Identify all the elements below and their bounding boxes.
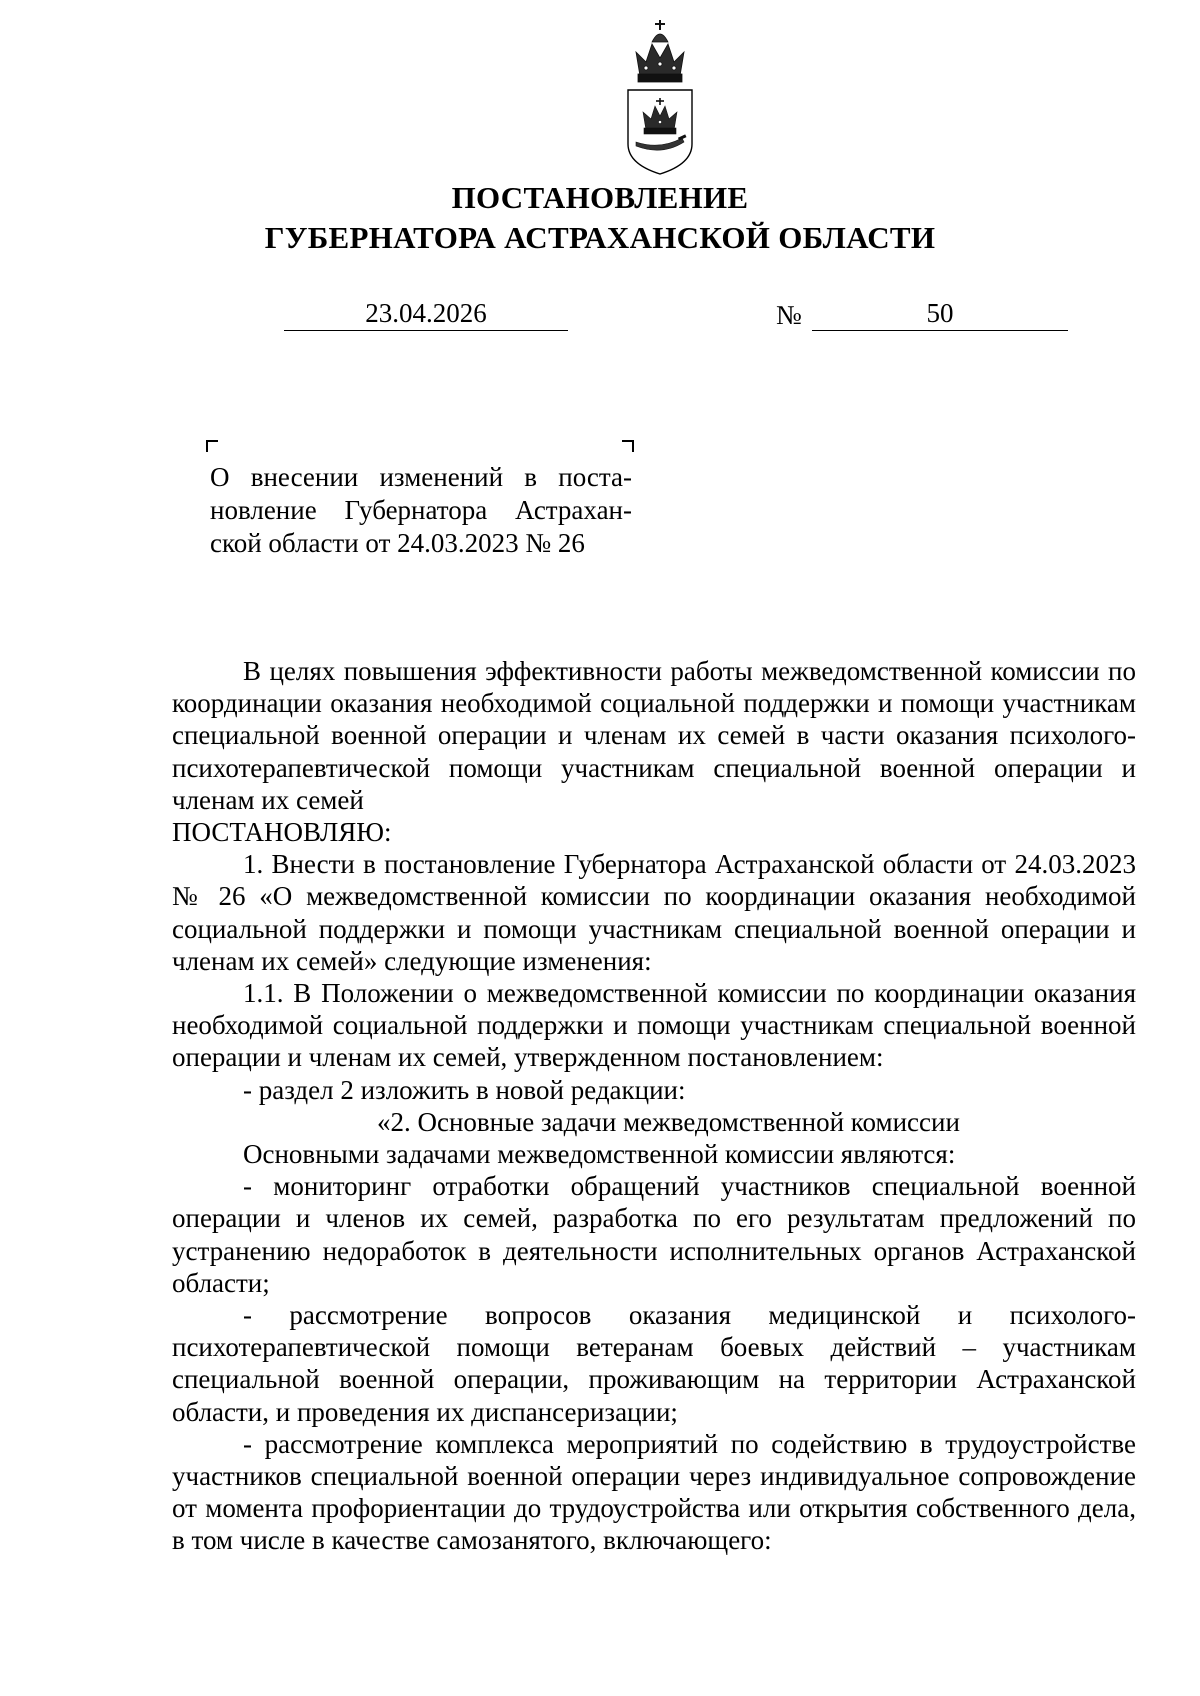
subject-line: новление Губернатора Астрахан- bbox=[210, 495, 632, 525]
tasks-intro-paragraph: Основными задачами межведомственной комиссии являются: bbox=[243, 1139, 956, 1170]
decree-word: ПОСТАНОВЛЯЮ: bbox=[172, 817, 392, 848]
section-heading: «2. Основные задачи межведомственной комиссии bbox=[377, 1106, 960, 1137]
task-paragraph: - мониторинг отработки обращений участников специальной военной операции и членов их семей, разработка по его результатам предложений по устранению недоработок в деятельности исполнительных органов Астраханской области; bbox=[172, 1171, 1136, 1298]
subject-line: ской области от 24.03.2023 № 26 bbox=[210, 528, 585, 558]
document-body bbox=[172, 655, 1136, 1557]
coat-of-arms-icon bbox=[622, 18, 698, 176]
task-paragraph: - рассмотрение комплекса мероприятий по содействию в трудоустройстве участников специальной военной операции через индивидуальное сопровождение от момента профориентации до трудоустройства или открытия собственного дела, в том числе в качестве самозанятого, включающего: bbox=[172, 1428, 1136, 1556]
number-sign: № bbox=[776, 300, 802, 330]
item-1-1-paragraph: 1.1. В Положении о межведомственной комиссии по координации оказания необходимой социальной поддержки и помощи участникам специальной военной операции и членам их семей, утвержденном постановлением: bbox=[172, 978, 1136, 1073]
issuing-authority-title: ГУБЕРНАТОРА АСТРАХАНСКОЙ ОБЛАСТИ bbox=[264, 220, 936, 255]
subject-corner-left bbox=[206, 440, 218, 452]
document-subject bbox=[210, 461, 632, 560]
preamble-paragraph: В целях повышения эффективности работы межведомственной комиссии по координации оказания необходимой социальной поддержки и помощи участникам специальной военной операции и членам их семей в части оказания психолого-психотерапевтической помощи участникам специальной военной операции и членам их семей bbox=[172, 656, 1136, 815]
document-date: 23.04.2026 bbox=[284, 298, 568, 331]
item-1-paragraph: 1. Внести в постановление Губернатора Астраханской области от 24.03.2023 № 26 «О межведомственной комиссии по координации оказания необходимой социальной поддержки и помощи участникам специальной военной операции и членам их семей» следующие изменения: bbox=[172, 849, 1136, 976]
task-paragraph: - рассмотрение вопросов оказания медицинской и психолого-психотерапевтической помощи ветеранам боевых действий – участникам специальной военной операции, проживающим на территории Астраханской области, и проведения их диспансеризации; bbox=[172, 1300, 1136, 1427]
document-type-title: ПОСТАНОВЛЕНИЕ bbox=[451, 180, 749, 215]
change-paragraph: - раздел 2 изложить в новой редакции: bbox=[243, 1074, 686, 1105]
subject-line: О внесении изменений в поста- bbox=[210, 462, 632, 492]
subject-corner-right bbox=[622, 440, 634, 452]
document-number: 50 bbox=[812, 298, 1068, 331]
